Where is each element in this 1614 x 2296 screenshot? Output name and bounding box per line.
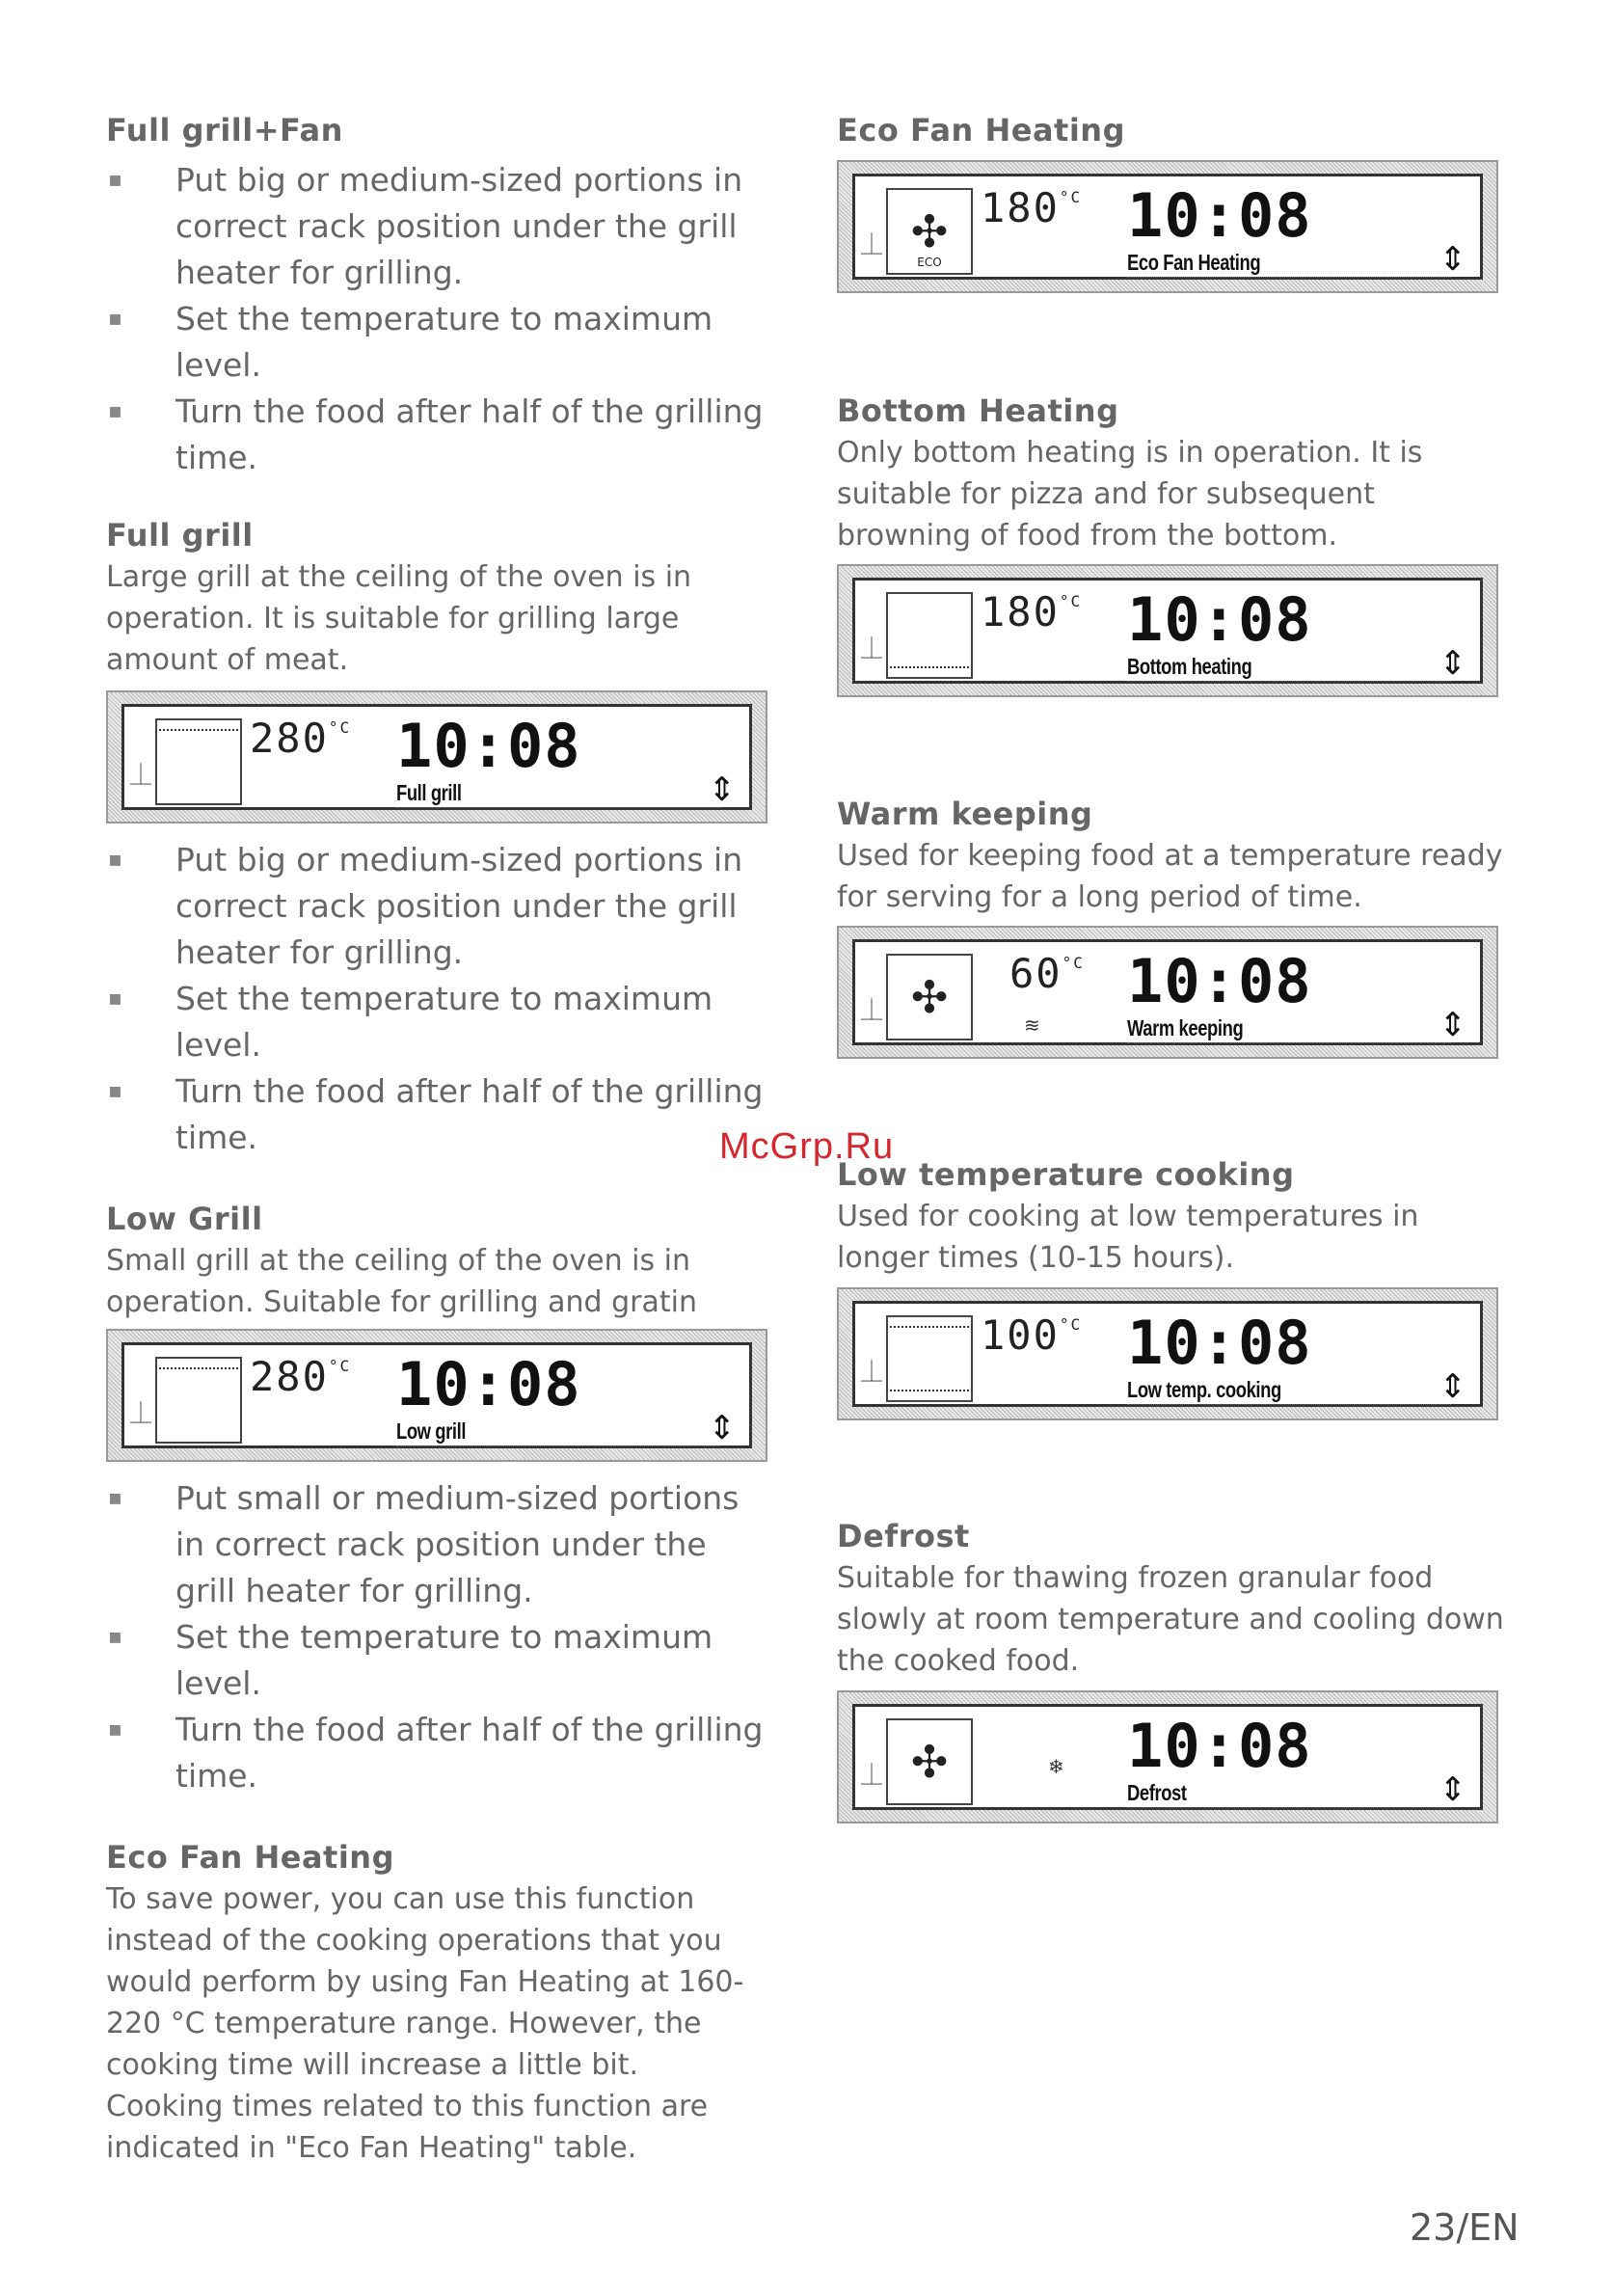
mode-label: Full grill — [396, 780, 462, 805]
clock-readout: 10:08 — [1127, 584, 1312, 655]
heading-low-grill: Low Grill — [106, 1201, 263, 1237]
list-item: ▪ Turn the food after half of the grilling time. — [106, 389, 771, 481]
section-eco-fan-heating — [106, 1836, 771, 2169]
signal-icon: ⏊ — [861, 233, 883, 257]
description: Large grill at the ceiling of the oven is in operation. It is suitable for grilling large amount of meat. — [106, 560, 692, 677]
clock-readout: 10:08 — [396, 1349, 581, 1419]
bullet-list — [106, 157, 771, 481]
clock-readout: 10:08 — [1127, 1308, 1312, 1378]
list-item: ▪ Put small or medium-sized portions in correct rack position under the grill heater for grilling. — [106, 1475, 771, 1614]
fan-icon: ✣ — [886, 954, 973, 1040]
square-bullet-icon: ▪ — [108, 848, 122, 872]
oven-bottom-heat-icon — [886, 592, 973, 679]
low-grill-instructions — [106, 1475, 771, 1799]
up-down-arrows-icon: ⇕ — [708, 1409, 736, 1447]
oven-display-low-grill — [106, 1329, 767, 1462]
temperature-readout: $280^{^\circ C}$ — [250, 1353, 352, 1400]
list-item: ▪ Turn the food after half of the grilling time. — [106, 1707, 771, 1799]
square-bullet-icon: ▪ — [108, 168, 122, 192]
section-bottom-heating — [837, 390, 1512, 556]
signal-icon: ⏊ — [861, 637, 883, 662]
square-bullet-icon: ▪ — [108, 307, 122, 331]
list-item: ▪ Put big or medium-sized portions in correct rack position under the grill heater for grilling. — [106, 157, 771, 296]
description: Suitable for thawing frozen granular food slowly at room temperature and cooling down the cooked food. — [837, 1561, 1504, 1678]
section-eco-fan-display — [837, 109, 1512, 151]
clock-readout: 10:08 — [396, 711, 581, 781]
fan-icon: ✣ ECO — [886, 188, 973, 275]
square-bullet-icon: ▪ — [108, 1717, 122, 1742]
up-down-arrows-icon: ⇕ — [708, 770, 736, 809]
heading-eco-fan-heating: Eco Fan Heating — [106, 1839, 394, 1876]
up-down-arrows-icon: ⇕ — [1439, 240, 1466, 279]
steam-icon: ≋ — [1024, 1013, 1040, 1037]
mode-label: Eco Fan Heating — [1127, 250, 1261, 275]
oven-top-bottom-heat-icon — [886, 1315, 973, 1402]
up-down-arrows-icon: ⇕ — [1439, 1770, 1466, 1809]
up-down-arrows-icon: ⇕ — [1439, 644, 1466, 683]
description-note: Cooking times related to this function are indicated in "Eco Fan Heating" table. — [106, 2090, 709, 2165]
oven-display-low-temp — [837, 1287, 1498, 1420]
oven-display-defrost — [837, 1690, 1498, 1823]
description: Only bottom heating is in operation. It is suitable for pizza and for subsequent browning of food from the bottom. — [837, 436, 1423, 553]
list-item: ▪ Set the temperature to maximum level. — [106, 296, 771, 389]
temperature-readout: $280^{^\circ C}$ — [250, 715, 352, 762]
heading-low-temperature-cooking: Low temperature cooking — [837, 1156, 1295, 1193]
oven-grill-icon — [155, 718, 242, 805]
list-item: ▪ Turn the food after half of the grilling time. — [106, 1068, 771, 1161]
mode-label: Warm keeping — [1127, 1015, 1244, 1040]
heading-full-grill-fan: Full grill+Fan — [106, 112, 343, 149]
list-item: ▪ Set the temperature to maximum level. — [106, 1614, 771, 1707]
square-bullet-icon: ▪ — [108, 1079, 122, 1103]
signal-icon: ⏊ — [861, 999, 883, 1023]
square-bullet-icon: ▪ — [108, 1625, 122, 1649]
square-bullet-icon: ▪ — [108, 986, 122, 1011]
oven-display-bottom-heating — [837, 564, 1498, 697]
heading-defrost: Defrost — [837, 1518, 970, 1554]
bullet-list — [106, 1475, 771, 1799]
signal-icon: ⏊ — [130, 1402, 152, 1426]
bullet-list — [106, 837, 771, 1161]
list-item: ▪ Set the temperature to maximum level. — [106, 976, 771, 1068]
square-bullet-icon: ▪ — [108, 399, 122, 423]
full-grill-instructions — [106, 837, 771, 1161]
temperature-readout: $100^{^\circ C}$ — [981, 1311, 1083, 1359]
description: To save power, you can use this function instead of the cooking operations that you would perform by using Fan Heating at 160-220 °C temperature range. However, the cooking time will increase a little bit. — [106, 1882, 744, 2082]
heading-eco-fan-heating: Eco Fan Heating — [837, 112, 1125, 149]
section-warm-keeping — [837, 793, 1512, 918]
square-bullet-icon: ▪ — [108, 1486, 122, 1510]
section-full-grill-fan — [106, 109, 771, 481]
temperature-readout: $180^{^\circ C}$ — [981, 184, 1083, 231]
mode-label: Defrost — [1127, 1780, 1187, 1805]
list-item: ▪ Put big or medium-sized portions in correct rack position under the grill heater for grilling. — [106, 837, 771, 976]
oven-display-full-grill — [106, 690, 767, 824]
watermark: McGrp.Ru — [719, 1126, 895, 1167]
description: Used for keeping food at a temperature ready for serving for a long period of time. — [837, 839, 1503, 914]
signal-icon: ⏊ — [861, 1764, 883, 1788]
mode-label: Bottom heating — [1127, 654, 1252, 679]
snowflake-icon: ❄ — [1048, 1755, 1064, 1778]
clock-readout: 10:08 — [1127, 180, 1312, 251]
clock-readout: 10:08 — [1127, 1711, 1312, 1781]
heading-warm-keeping: Warm keeping — [837, 796, 1093, 832]
fan-icon: ✣ — [886, 1718, 973, 1805]
signal-icon: ⏊ — [861, 1361, 883, 1385]
section-full-grill — [106, 514, 771, 681]
section-low-temperature-cooking — [837, 1153, 1512, 1279]
temperature-readout: $180^{^\circ C}$ — [981, 588, 1083, 635]
signal-icon: ⏊ — [130, 764, 152, 788]
oven-display-eco-fan — [837, 160, 1498, 293]
description: Small grill at the ceiling of the oven is in operation. Suitable for grilling and gratin — [106, 1244, 697, 1319]
section-defrost — [837, 1515, 1512, 1682]
page-number: 23/EN — [1410, 2206, 1520, 2249]
up-down-arrows-icon: ⇕ — [1439, 1006, 1466, 1044]
mode-label: Low grill — [396, 1418, 467, 1444]
heading-full-grill: Full grill — [106, 517, 254, 554]
oven-grill-icon — [155, 1357, 242, 1444]
clock-readout: 10:08 — [1127, 946, 1312, 1016]
temperature-readout: $60^{^\circ C}$ — [1009, 950, 1085, 997]
mode-label: Low temp. cooking — [1127, 1377, 1281, 1402]
heading-bottom-heating: Bottom Heating — [837, 392, 1119, 429]
up-down-arrows-icon: ⇕ — [1439, 1367, 1466, 1406]
description: Used for cooking at low temperatures in longer times (10-15 hours). — [837, 1200, 1419, 1275]
oven-display-warm-keeping — [837, 926, 1498, 1059]
